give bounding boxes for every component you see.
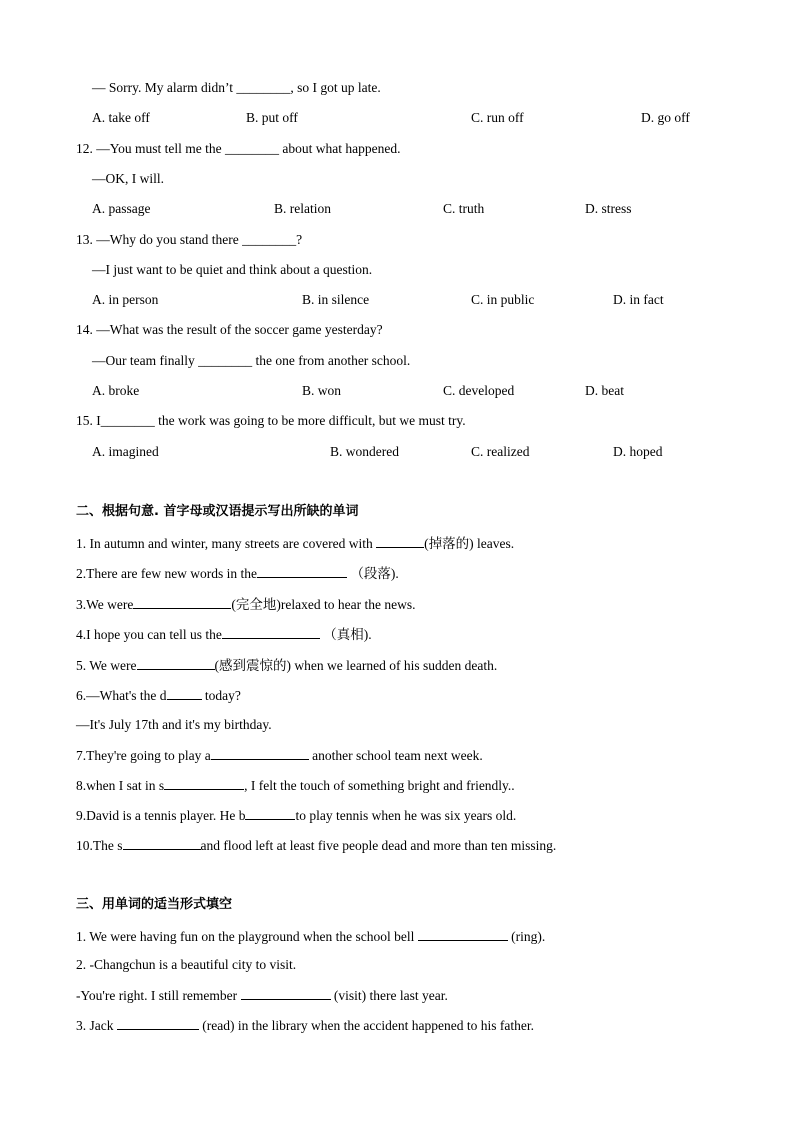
q12-reply: —OK, I will. (92, 171, 164, 186)
p2-item-6-reply: —It's July 17th and it's my birthday. (76, 717, 272, 732)
q11-option-a: A. take off (92, 110, 150, 125)
p3-item-1-blank[interactable] (418, 928, 508, 941)
p2-item-1 (76, 535, 514, 552)
p2-item-1-pre: 1. In autumn and winter, many streets are covered with (76, 536, 377, 551)
q12-question: 12. —You must tell me the ________ about what happened. (76, 141, 401, 156)
q14-question: 14. —What was the result of the soccer game yesterday? (76, 322, 383, 337)
q15-option-d: D. hoped (613, 444, 663, 459)
q13-question: 13. —Why do you stand there ________? (76, 232, 303, 247)
p2-item-6-pre: 6.—What's the d (76, 688, 167, 703)
p2-item-9-blank[interactable] (245, 807, 295, 820)
p2-item-7-blank[interactable] (211, 747, 309, 760)
p3-item-2-reply (76, 987, 448, 1004)
p2-item-3 (76, 596, 415, 613)
p3-item-1-pre: 1. We were having fun on the playground when the school bell (76, 929, 418, 944)
p2-item-4-blank[interactable] (222, 626, 320, 639)
p3-item-2: 2. -Changchun is a beautiful city to visit. (76, 957, 297, 972)
p2-item-4-post: （真相). (319, 627, 372, 642)
p3-item-3-pre: 3. Jack (76, 1018, 117, 1033)
p2-item-4-pre: 4.I hope you can tell us the (76, 627, 222, 642)
p3-item-3-blank[interactable] (117, 1017, 199, 1030)
p2-item-5-blank[interactable] (137, 657, 215, 670)
p2-item-6-blank[interactable] (167, 687, 202, 700)
p2-item-7-pre: 7.They're going to play a (76, 748, 211, 763)
q11-reply: — Sorry. My alarm didn’t ________, so I got up late. (92, 80, 381, 95)
section-3-title: 三、用单词的适当形式填空 (76, 897, 233, 912)
q11-option-b: B. put off (246, 110, 298, 125)
section-2-title: 二、根据句意. 首字母或汉语提示写出所缺的单词 (76, 504, 359, 519)
q15-option-a: A. imagined (92, 444, 159, 459)
q12-option-a: A. passage (92, 201, 151, 216)
q12-option-c: C. truth (443, 201, 485, 216)
p2-item-6-post: today? (201, 688, 241, 703)
p2-item-5-pre: 5. We were (76, 658, 137, 673)
q13-option-b: B. in silence (302, 292, 370, 307)
p2-item-3-post: (完全地)relaxed to hear the news. (231, 597, 416, 612)
q14-option-a: A. broke (92, 383, 140, 398)
q11-option-d: D. go off (641, 110, 690, 125)
p2-item-2-blank[interactable] (257, 565, 347, 578)
p2-item-7 (76, 747, 483, 764)
p2-item-9-post: to play tennis when he was six years old. (295, 808, 517, 823)
p2-item-5-post: (感到震惊的) when we learned of his sudden death. (214, 658, 498, 673)
p2-item-1-post: (掉落的) leaves. (424, 536, 515, 551)
p2-item-2-post: （段落). (347, 566, 399, 581)
p3-item-2-reply-post: (visit) there last year. (330, 988, 448, 1003)
p2-item-8-pre: 8.when I sat in s (76, 778, 165, 793)
q13-option-a: A. in person (92, 292, 159, 307)
p2-item-7-post: another school team next week. (308, 748, 483, 763)
p2-item-8 (76, 777, 515, 794)
p2-item-5 (76, 657, 497, 674)
q12-option-b: B. relation (274, 201, 331, 216)
p3-item-2-reply-pre: -You're right. I still remember (76, 988, 241, 1003)
q15-question: 15. I________ the work was going to be more difficult, but we must try. (76, 413, 466, 428)
p2-item-8-post: , I felt the touch of something bright and friendly.. (244, 778, 515, 793)
q15-option-c: C. realized (471, 444, 530, 459)
q14-option-d: D. beat (585, 383, 624, 398)
p3-item-1 (76, 928, 545, 945)
p2-item-9-pre: 9.David is a tennis player. He b (76, 808, 246, 823)
p2-item-10-post: and flood left at least five people dead and more than ten missing. (200, 838, 557, 853)
p2-item-10-blank[interactable] (123, 837, 201, 850)
p3-item-2-blank[interactable] (241, 987, 331, 1000)
q15-option-b: B. wondered (330, 444, 399, 459)
p2-item-8-blank[interactable] (164, 777, 244, 790)
q13-option-d: D. in fact (613, 292, 664, 307)
q11-option-c: C. run off (471, 110, 524, 125)
p2-item-10-pre: 10.The s (76, 838, 123, 853)
q12-option-d: D. stress (585, 201, 632, 216)
p2-item-3-blank[interactable] (133, 596, 231, 609)
q14-option-b: B. won (302, 383, 342, 398)
p2-item-3-pre: 3.We were (76, 597, 134, 612)
p2-item-6 (76, 687, 241, 704)
p2-item-2 (76, 565, 399, 582)
p3-item-3 (76, 1017, 534, 1034)
q14-option-c: C. developed (443, 383, 515, 398)
p2-item-4 (76, 626, 372, 643)
p3-item-1-post: (ring). (507, 929, 546, 944)
p2-item-10 (76, 837, 556, 854)
p2-item-2-pre: 2.There are few new words in the (76, 566, 258, 581)
p2-item-1-blank[interactable] (376, 535, 424, 548)
p2-item-9 (76, 807, 516, 824)
q13-option-c: C. in public (471, 292, 535, 307)
p3-item-3-post: (read) in the library when the accident happened to his father. (198, 1018, 534, 1033)
q13-reply: —I just want to be quiet and think about a question. (92, 262, 373, 277)
q14-reply: —Our team finally ________ the one from another school. (92, 353, 411, 368)
